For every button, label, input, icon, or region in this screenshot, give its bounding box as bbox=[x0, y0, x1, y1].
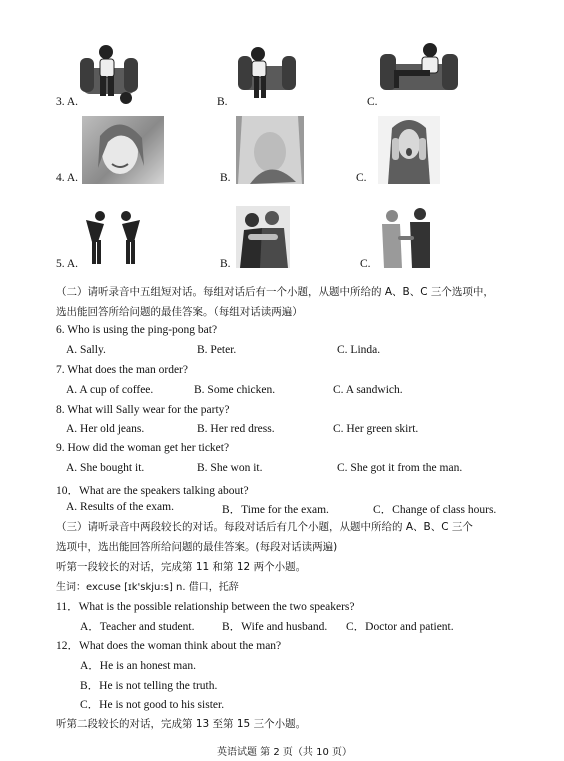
section3-instruction-line2: 选项中，选出能回答所给问题的最佳答案。(每段对话读两遍) bbox=[56, 541, 338, 553]
q6-stem: 6. Who is using the ping-pong bat? bbox=[56, 324, 218, 336]
q3-number-label: 3. A. bbox=[56, 96, 79, 108]
q5-option-b-picture bbox=[236, 206, 290, 268]
q5-option-c-picture bbox=[378, 204, 434, 268]
section3-instruction-line1: （三）请听录音中两段较长的对话。每段对话后有几个小题，从题中所给的 A、B、C 三个 bbox=[56, 521, 473, 533]
q11-stem: 11．What is the possible relationship between the two speakers? bbox=[56, 601, 355, 613]
q3-option-b-picture bbox=[236, 42, 298, 104]
q11-option-a: A．Teacher and student. bbox=[80, 621, 195, 633]
section3-part1-intro: 听第一段较长的对话，完成第 11 和第 12 两个小题。 bbox=[56, 561, 307, 573]
vocab-note: 生词：excuse [ɪk'skju:s] n. 借口，托辞 bbox=[56, 582, 239, 593]
section2-instruction-line2: 选出能回答所给问题的最佳答案。（每组对话读两遍） bbox=[56, 306, 303, 318]
q9-option-c: C. She got it from the man. bbox=[337, 462, 463, 474]
q6-option-c: C. Linda. bbox=[337, 344, 381, 356]
q8-stem: 8. What will Sally wear for the party? bbox=[56, 404, 230, 416]
q5-c-label: C. bbox=[360, 258, 371, 270]
q4-c-label: C. bbox=[356, 172, 367, 184]
q12-option-c: C．He is not good to his sister. bbox=[80, 699, 225, 711]
q4-option-c-picture bbox=[378, 116, 440, 184]
q4-b-label: B. bbox=[220, 172, 231, 184]
q10-stem: 10．What are the speakers talking about? bbox=[56, 485, 249, 497]
section3-part2-intro: 听第二段较长的对话，完成第 13 至第 15 三个小题。 bbox=[56, 718, 307, 730]
q12-stem: 12．What does the woman think about the man? bbox=[56, 640, 282, 652]
q5-number-label: 5. A. bbox=[56, 258, 79, 270]
q6-option-b: B. Peter. bbox=[197, 344, 237, 356]
q4-option-b-picture bbox=[236, 116, 304, 184]
q10-option-a: A. Results of the exam. bbox=[66, 501, 174, 513]
q3-b-label: B. bbox=[217, 96, 228, 108]
q11-option-b: B．Wife and husband. bbox=[222, 621, 328, 633]
q9-option-a: A. She bought it. bbox=[66, 462, 145, 474]
q7-option-b: B. Some chicken. bbox=[194, 384, 276, 396]
q8-option-b: B. Her red dress. bbox=[197, 423, 275, 435]
q10-option-b: B．Time for the exam. bbox=[222, 504, 329, 516]
q9-stem: 9. How did the woman get her ticket? bbox=[56, 442, 230, 454]
q6-option-a: A. Sally. bbox=[66, 344, 106, 356]
q3-option-c-picture bbox=[378, 40, 460, 104]
q3-c-label: C. bbox=[367, 96, 378, 108]
q7-option-a: A. A cup of coffee. bbox=[66, 384, 154, 396]
q5-option-a-picture bbox=[78, 206, 148, 268]
page-footer: 英语试题 第 2 页（共 10 页） bbox=[217, 747, 352, 758]
q7-stem: 7. What does the man order? bbox=[56, 364, 188, 376]
q8-option-a: A. Her old jeans. bbox=[66, 423, 145, 435]
q11-option-c: C．Doctor and patient. bbox=[346, 621, 454, 633]
q3-option-a-picture bbox=[78, 40, 140, 106]
q8-option-c: C. Her green skirt. bbox=[333, 423, 419, 435]
q5-b-label: B. bbox=[220, 258, 231, 270]
section2-instruction-line1: （二）请听录音中五组短对话。每组对话后有一个小题，从题中所给的 A、B、C 三个选项中， bbox=[56, 286, 494, 298]
q4-number-label: 4. A. bbox=[56, 172, 79, 184]
q4-option-a-picture bbox=[82, 116, 164, 184]
q7-option-c: C. A sandwich. bbox=[333, 384, 403, 396]
q12-option-b: B．He is not telling the truth. bbox=[80, 680, 218, 692]
q12-option-a: A．He is an honest man. bbox=[80, 660, 196, 672]
q9-option-b: B. She won it. bbox=[197, 462, 263, 474]
q10-option-c: C．Change of class hours. bbox=[373, 504, 497, 516]
